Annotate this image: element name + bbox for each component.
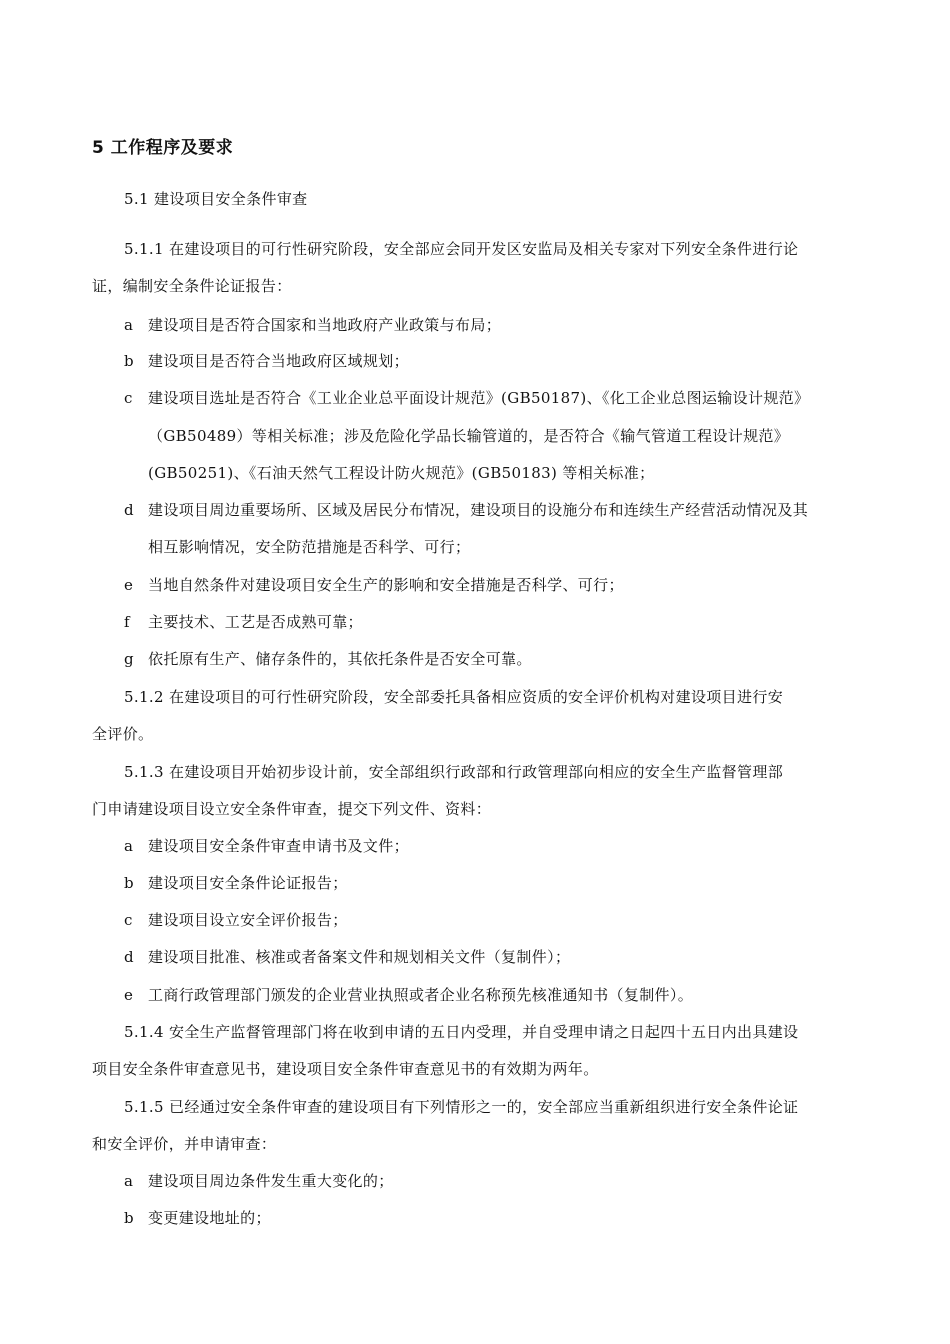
list-item-continuation: 相互影响情况，安全防范措施是否科学、可行； xyxy=(148,538,471,556)
list-item-continuation: (GB50251)、《石油天然气工程设计防火规范》(GB50183) 等相关标准； xyxy=(148,464,655,482)
list-item xyxy=(124,387,809,408)
list-item-text: 建设项目选址是否符合《工业企业总平面设计规范》(GB50187)、《化工企业总图运输设计规范》 xyxy=(148,389,810,407)
list-item-label: e xyxy=(124,986,134,1004)
list-item-label: c xyxy=(124,911,133,929)
list-item-label: e xyxy=(124,576,134,594)
list-item-label: g xyxy=(124,650,134,668)
section-heading: 5 工作程序及要求 xyxy=(92,138,234,158)
subsection-heading: 5.1 建设项目安全条件审查 xyxy=(124,190,308,208)
list-item xyxy=(124,314,501,335)
list-item-continuation: （GB50489）等相关标准；涉及危险化学品长输管道的，是否符合《输气管道工程设计规范》 xyxy=(148,427,790,445)
list-item-label: a xyxy=(124,1172,134,1190)
list-item xyxy=(124,648,532,669)
list-item-text: 建设项目周边重要场所、区域及居民分布情况，建设项目的设施分布和连续生产经营活动情况及其 xyxy=(148,501,809,519)
paragraph-5-1-5-line-1: 5.1.5 已经通过安全条件审查的建设项目有下列情形之一的，安全部应当重新组织进行安全条件论证 xyxy=(124,1098,799,1116)
paragraph-5-1-1-line-2: 证，编制安全条件论证报告： xyxy=(92,277,292,295)
list-item-text: 变更建设地址的； xyxy=(148,1209,271,1227)
paragraph-5-1-1-line-1: 5.1.1 在建设项目的可行性研究阶段，安全部应会同开发区安监局及相关专家对下列安全条件进行论 xyxy=(124,240,799,258)
list-item-text: 工商行政管理部门颁发的企业营业执照或者企业名称预先核准通知书（复制件）。 xyxy=(148,986,694,1004)
list-item-text: 建设项目周边条件发生重大变化的； xyxy=(148,1172,394,1190)
list-item xyxy=(124,611,363,632)
list-item xyxy=(124,574,624,595)
list-item-text: 建设项目设立安全评价报告； xyxy=(148,911,348,929)
list-item xyxy=(124,946,570,967)
list-item xyxy=(124,835,409,856)
paragraph-5-1-2-line-2: 全评价。 xyxy=(92,725,154,743)
list-item xyxy=(124,1207,271,1228)
list-item-text: 主要技术、工艺是否成熟可靠； xyxy=(148,613,363,631)
list-item-label: d xyxy=(124,501,134,519)
list-item-label: b xyxy=(124,1209,134,1227)
list-item-text: 依托原有生产、储存条件的，其依托条件是否安全可靠。 xyxy=(148,650,532,668)
list-item xyxy=(124,350,409,371)
list-item-label: c xyxy=(124,389,133,407)
paragraph-5-1-4-line-1: 5.1.4 安全生产监督管理部门将在收到申请的五日内受理，并自受理申请之日起四十五日内出具建设 xyxy=(124,1023,799,1041)
list-item-label: d xyxy=(124,948,134,966)
list-item-label: a xyxy=(124,837,134,855)
list-item-label: f xyxy=(124,613,130,631)
list-item xyxy=(124,872,348,893)
paragraph-5-1-3-line-2: 门申请建设项目设立安全条件审查，提交下列文件、资料： xyxy=(92,800,492,818)
list-item-text: 当地自然条件对建设项目安全生产的影响和安全措施是否科学、可行； xyxy=(148,576,624,594)
list-item-text: 建设项目安全条件论证报告； xyxy=(148,874,348,892)
list-item xyxy=(124,499,808,520)
paragraph-5-1-4-line-2: 项目安全条件审查意见书，建设项目安全条件审查意见书的有效期为两年。 xyxy=(92,1060,599,1078)
list-item-label: b xyxy=(124,874,134,892)
list-item xyxy=(124,909,348,930)
list-item xyxy=(124,1170,394,1191)
paragraph-5-1-3-line-1: 5.1.3 在建设项目开始初步设计前，安全部组织行政部和行政管理部向相应的安全生产监督管理部 xyxy=(124,763,784,781)
list-item-label: a xyxy=(124,316,134,334)
list-item xyxy=(124,984,693,1005)
list-item-text: 建设项目是否符合国家和当地政府产业政策与布局； xyxy=(148,316,502,334)
list-item-label: b xyxy=(124,352,134,370)
paragraph-5-1-2-line-1: 5.1.2 在建设项目的可行性研究阶段，安全部委托具备相应资质的安全评价机构对建设项目进行安 xyxy=(124,688,784,706)
list-item-text: 建设项目批准、核准或者备案文件和规划相关文件（复制件）； xyxy=(148,948,571,966)
list-item-text: 建设项目是否符合当地政府区域规划； xyxy=(148,352,409,370)
list-item-text: 建设项目安全条件审查申请书及文件； xyxy=(148,837,409,855)
paragraph-5-1-5-line-2: 和安全评价，并申请审查： xyxy=(92,1135,277,1153)
